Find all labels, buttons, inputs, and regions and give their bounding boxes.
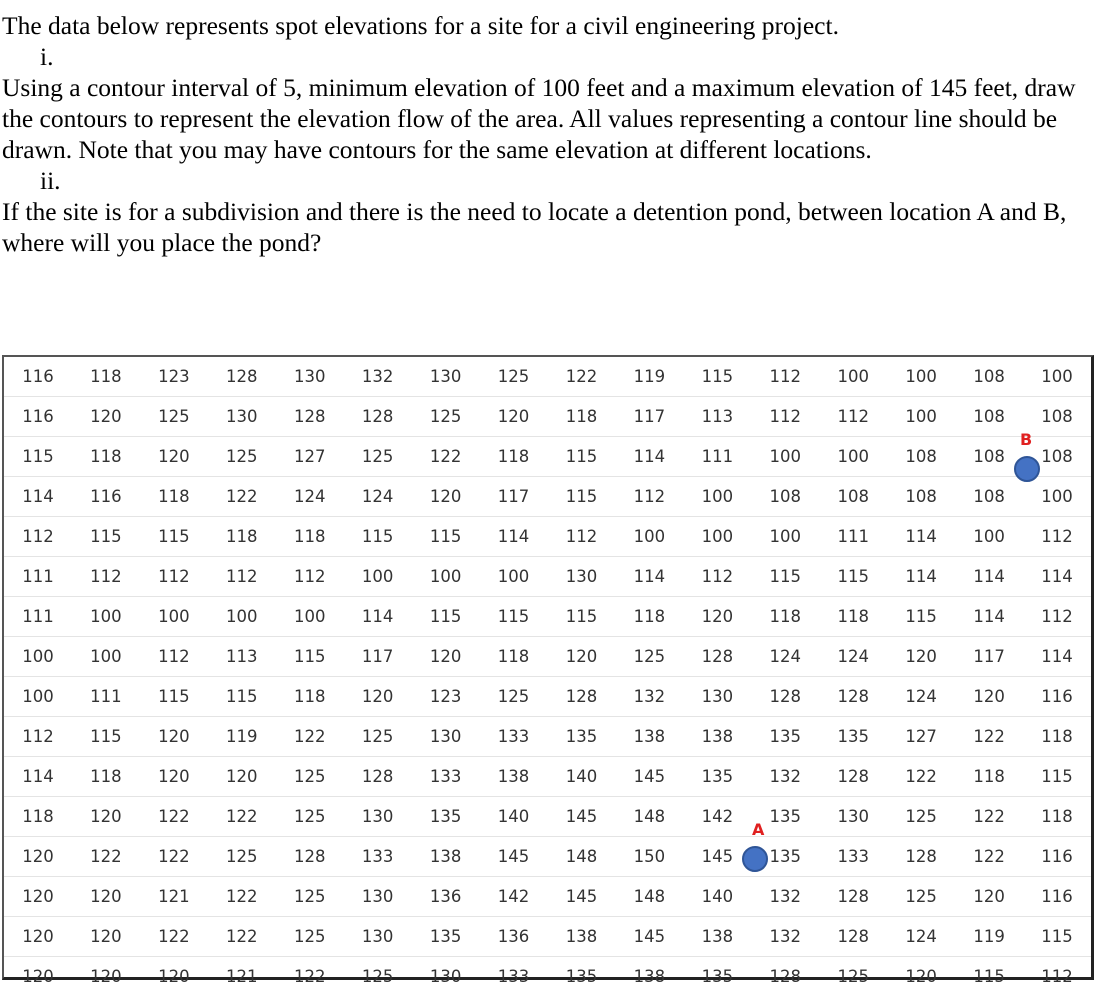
elevation-cell: 108 bbox=[1023, 437, 1091, 477]
elevation-cell: 118 bbox=[480, 637, 548, 677]
elevation-cell: 135 bbox=[412, 797, 480, 837]
elevation-cell: 135 bbox=[412, 917, 480, 957]
elevation-cell: 120 bbox=[955, 877, 1023, 917]
elevation-cell: 100 bbox=[344, 557, 412, 597]
elevation-cell: 145 bbox=[548, 877, 616, 917]
elevation-cell: 127 bbox=[887, 717, 955, 757]
elevation-cell: 112 bbox=[548, 517, 616, 557]
elevation-cell: 125 bbox=[887, 797, 955, 837]
elevation-cell: 133 bbox=[480, 717, 548, 757]
elevation-cell: 118 bbox=[480, 437, 548, 477]
elevation-cell: 116 bbox=[4, 397, 72, 437]
grid-row bbox=[4, 357, 1091, 397]
question-text bbox=[2, 10, 1092, 258]
elevation-cell: 135 bbox=[819, 717, 887, 757]
elevation-cell: 124 bbox=[887, 677, 955, 717]
elevation-cell: 115 bbox=[548, 477, 616, 517]
elevation-cell: 130 bbox=[412, 357, 480, 397]
elevation-cell: 118 bbox=[4, 797, 72, 837]
elevation-cell: 124 bbox=[887, 917, 955, 957]
elevation-cell: 132 bbox=[751, 877, 819, 917]
elevation-cell: 133 bbox=[497, 967, 530, 986]
grid-row bbox=[4, 477, 1091, 517]
elevation-cell: 130 bbox=[344, 877, 412, 917]
elevation-cell: 125 bbox=[208, 837, 276, 877]
elevation-cell: 122 bbox=[548, 357, 616, 397]
elevation-cell: 108 bbox=[819, 477, 887, 517]
grid-row bbox=[4, 517, 1091, 557]
elevation-cell: 122 bbox=[955, 717, 1023, 757]
elevation-cell: 120 bbox=[72, 877, 140, 917]
elevation-cell: 140 bbox=[548, 757, 616, 797]
elevation-cell: 145 bbox=[615, 917, 683, 957]
elevation-cell: 125 bbox=[480, 357, 548, 397]
elevation-cell: 120 bbox=[4, 837, 72, 877]
part-2-number: ii. bbox=[40, 166, 61, 195]
elevation-cell: 108 bbox=[955, 357, 1023, 397]
elevation-cell: 125 bbox=[361, 967, 394, 986]
elevation-cell: 125 bbox=[344, 717, 412, 757]
elevation-cell: 114 bbox=[955, 597, 1023, 637]
elevation-cell: 112 bbox=[4, 517, 72, 557]
elevation-cell: 127 bbox=[276, 437, 344, 477]
elevation-cell: 122 bbox=[208, 917, 276, 957]
elevation-cell: 118 bbox=[1023, 797, 1091, 837]
elevation-cell: 100 bbox=[1023, 477, 1091, 517]
elevation-cell: 115 bbox=[887, 597, 955, 637]
elevation-cell: 130 bbox=[412, 717, 480, 757]
elevation-cell: 124 bbox=[276, 477, 344, 517]
elevation-cell: 133 bbox=[344, 837, 412, 877]
elevation-cell: 128 bbox=[819, 877, 887, 917]
elevation-cell: 140 bbox=[480, 797, 548, 837]
elevation-cell: 120 bbox=[412, 477, 480, 517]
elevation-cell: 114 bbox=[887, 557, 955, 597]
elevation-cell: 125 bbox=[615, 637, 683, 677]
elevation-cell: 133 bbox=[412, 757, 480, 797]
elevation-cell: 115 bbox=[140, 677, 208, 717]
elevation-cell: 118 bbox=[72, 757, 140, 797]
elevation-cell: 123 bbox=[412, 677, 480, 717]
elevation-cell: 142 bbox=[480, 877, 548, 917]
elevation-cell: 120 bbox=[548, 637, 616, 677]
grid-row bbox=[4, 877, 1091, 917]
elevation-cell: 125 bbox=[276, 757, 344, 797]
elevation-cell: 108 bbox=[887, 437, 955, 477]
elevation-cell: 118 bbox=[72, 357, 140, 397]
elevation-cell: 125 bbox=[887, 877, 955, 917]
elevation-cell: 120 bbox=[90, 967, 122, 986]
elevation-cell: 112 bbox=[683, 557, 751, 597]
elevation-cell: 100 bbox=[887, 357, 955, 397]
elevation-cell: 115 bbox=[751, 557, 819, 597]
elevation-cell: 115 bbox=[819, 557, 887, 597]
grid-row bbox=[4, 557, 1091, 597]
grid-row bbox=[4, 917, 1091, 957]
elevation-cell: 115 bbox=[1023, 757, 1091, 797]
elevation-cell: 118 bbox=[615, 597, 683, 637]
grid-row bbox=[4, 837, 1091, 877]
grid-row bbox=[4, 757, 1091, 797]
elevation-cell: 121 bbox=[226, 967, 258, 986]
elevation-cell: 114 bbox=[4, 757, 72, 797]
elevation-cell: 136 bbox=[480, 917, 548, 957]
elevation-cell: 122 bbox=[887, 757, 955, 797]
elevation-cell: 122 bbox=[140, 917, 208, 957]
location-b-label: B bbox=[1020, 430, 1033, 449]
elevation-cell: 118 bbox=[819, 597, 887, 637]
elevation-cell: 120 bbox=[480, 397, 548, 437]
elevation-cell: 112 bbox=[4, 717, 72, 757]
elevation-cell: 118 bbox=[276, 517, 344, 557]
elevation-cell: 133 bbox=[819, 837, 887, 877]
elevation-cell: 145 bbox=[683, 837, 751, 877]
elevation-cell: 135 bbox=[565, 967, 598, 986]
elevation-cell: 100 bbox=[480, 557, 548, 597]
elevation-cell: 135 bbox=[751, 797, 819, 837]
elevation-cell: 115 bbox=[140, 517, 208, 557]
elevation-cell: 140 bbox=[683, 877, 751, 917]
elevation-cell: 148 bbox=[548, 837, 616, 877]
elevation-cell: 145 bbox=[615, 757, 683, 797]
elevation-cell: 122 bbox=[72, 837, 140, 877]
elevation-cell: 128 bbox=[683, 637, 751, 677]
elevation-cell: 114 bbox=[4, 477, 72, 517]
elevation-cell: 117 bbox=[615, 397, 683, 437]
elevation-cell: 120 bbox=[72, 397, 140, 437]
elevation-cell: 128 bbox=[887, 837, 955, 877]
elevation-cell: 119 bbox=[208, 717, 276, 757]
elevation-cell: 115 bbox=[480, 597, 548, 637]
elevation-cell: 122 bbox=[140, 797, 208, 837]
elevation-cell: 118 bbox=[72, 437, 140, 477]
elevation-cell: 100 bbox=[72, 597, 140, 637]
elevation-cell: 125 bbox=[140, 397, 208, 437]
elevation-cell: 118 bbox=[1023, 717, 1091, 757]
elevation-cell: 115 bbox=[412, 517, 480, 557]
elevation-cell: 118 bbox=[140, 477, 208, 517]
intro-text: The data below represents spot elevations for a site for a civil engineering project. bbox=[2, 11, 839, 40]
elevation-cell: 125 bbox=[276, 877, 344, 917]
elevation-cell: 100 bbox=[412, 557, 480, 597]
elevation-cell: 112 bbox=[1041, 967, 1073, 986]
elevation-cell: 138 bbox=[548, 917, 616, 957]
elevation-cell: 115 bbox=[208, 677, 276, 717]
elevation-cell: 128 bbox=[276, 837, 344, 877]
elevation-grid bbox=[2, 355, 1094, 986]
elevation-cell: 122 bbox=[208, 877, 276, 917]
elevation-cell: 118 bbox=[548, 397, 616, 437]
grid-row bbox=[4, 677, 1091, 717]
elevation-cell: 113 bbox=[208, 637, 276, 677]
elevation-cell: 114 bbox=[615, 437, 683, 477]
elevation-cell: 123 bbox=[140, 357, 208, 397]
elevation-cell: 138 bbox=[683, 717, 751, 757]
elevation-cell: 124 bbox=[344, 477, 412, 517]
elevation-cell: 108 bbox=[1023, 397, 1091, 437]
elevation-cell: 125 bbox=[344, 437, 412, 477]
elevation-cell: 112 bbox=[751, 397, 819, 437]
elevation-cell: 114 bbox=[887, 517, 955, 557]
elevation-cell: 112 bbox=[1023, 597, 1091, 637]
elevation-cell: 122 bbox=[208, 477, 276, 517]
elevation-cell: 136 bbox=[412, 877, 480, 917]
elevation-cell: 100 bbox=[4, 637, 72, 677]
elevation-cell: 128 bbox=[751, 677, 819, 717]
elevation-cell: 114 bbox=[1023, 637, 1091, 677]
elevation-cell: 130 bbox=[819, 797, 887, 837]
location-a-label: A bbox=[752, 820, 765, 839]
elevation-cell: 118 bbox=[751, 597, 819, 637]
elevation-cell: 128 bbox=[548, 677, 616, 717]
elevation-cell: 120 bbox=[22, 967, 54, 986]
elevation-cell: 122 bbox=[412, 437, 480, 477]
elevation-cell: 111 bbox=[683, 437, 751, 477]
elevation-cell: 115 bbox=[72, 517, 140, 557]
elevation-cell: 124 bbox=[819, 637, 887, 677]
elevation-cell: 108 bbox=[751, 477, 819, 517]
elevation-cell: 122 bbox=[140, 837, 208, 877]
elevation-cell: 125 bbox=[276, 797, 344, 837]
elevation-cell: 132 bbox=[615, 677, 683, 717]
elevation-cell: 114 bbox=[344, 597, 412, 637]
elevation-cell: 100 bbox=[819, 357, 887, 397]
grid-row bbox=[4, 957, 1091, 997]
elevation-cell: 138 bbox=[412, 837, 480, 877]
elevation-cell: 121 bbox=[140, 877, 208, 917]
elevation-cell: 125 bbox=[276, 917, 344, 957]
elevation-cell: 120 bbox=[140, 717, 208, 757]
elevation-cell: 115 bbox=[548, 437, 616, 477]
elevation-cell: 145 bbox=[548, 797, 616, 837]
elevation-cell: 100 bbox=[4, 677, 72, 717]
elevation-cell: 130 bbox=[276, 357, 344, 397]
elevation-cell: 128 bbox=[344, 397, 412, 437]
grid-row bbox=[4, 437, 1091, 477]
elevation-cell: 130 bbox=[683, 677, 751, 717]
elevation-cell: 120 bbox=[72, 797, 140, 837]
elevation-cell: 115 bbox=[72, 717, 140, 757]
elevation-cell: 120 bbox=[4, 877, 72, 917]
elevation-cell: 116 bbox=[1023, 677, 1091, 717]
elevation-cell: 130 bbox=[344, 917, 412, 957]
elevation-cell: 132 bbox=[751, 757, 819, 797]
elevation-cell: 114 bbox=[615, 557, 683, 597]
elevation-cell: 115 bbox=[4, 437, 72, 477]
elevation-cell: 135 bbox=[751, 717, 819, 757]
elevation-cell: 128 bbox=[769, 967, 802, 986]
elevation-cell: 112 bbox=[72, 557, 140, 597]
elevation-cell: 118 bbox=[955, 757, 1023, 797]
elevation-cell: 108 bbox=[955, 437, 1023, 477]
elevation-cell: 138 bbox=[615, 717, 683, 757]
elevation-cell: 113 bbox=[683, 397, 751, 437]
elevation-cell: 120 bbox=[140, 437, 208, 477]
elevation-cell: 115 bbox=[973, 967, 1005, 986]
elevation-cell: 115 bbox=[412, 597, 480, 637]
elevation-cell: 122 bbox=[955, 837, 1023, 877]
elevation-cell: 128 bbox=[344, 757, 412, 797]
elevation-cell: 128 bbox=[819, 757, 887, 797]
elevation-cell: 116 bbox=[1023, 837, 1091, 877]
elevation-cell: 112 bbox=[140, 557, 208, 597]
elevation-cell: 135 bbox=[683, 757, 751, 797]
part-1-number: i. bbox=[40, 42, 54, 71]
elevation-cell: 114 bbox=[480, 517, 548, 557]
grid-row bbox=[4, 397, 1091, 437]
elevation-cell: 100 bbox=[1023, 357, 1091, 397]
elevation-cell: 111 bbox=[819, 517, 887, 557]
elevation-cell: 119 bbox=[615, 357, 683, 397]
elevation-cell: 128 bbox=[208, 357, 276, 397]
elevation-cell: 132 bbox=[344, 357, 412, 397]
part-2-text: If the site is for a subdivision and there is the need to locate a detention pond, between location A and B, where will you place the pond? bbox=[2, 197, 1067, 257]
elevation-cell: 111 bbox=[4, 597, 72, 637]
elevation-cell: 112 bbox=[615, 477, 683, 517]
elevation-cell: 112 bbox=[140, 637, 208, 677]
elevation-cell: 142 bbox=[683, 797, 751, 837]
elevation-cell: 117 bbox=[480, 477, 548, 517]
elevation-cell: 138 bbox=[683, 917, 751, 957]
elevation-cell: 100 bbox=[615, 517, 683, 557]
elevation-cell: 100 bbox=[955, 517, 1023, 557]
elevation-cell: 100 bbox=[276, 597, 344, 637]
elevation-cell: 100 bbox=[208, 597, 276, 637]
elevation-cell: 108 bbox=[955, 397, 1023, 437]
elevation-cell: 120 bbox=[905, 967, 937, 986]
elevation-cell: 124 bbox=[751, 637, 819, 677]
elevation-cell: 138 bbox=[633, 967, 666, 986]
elevation-cell: 130 bbox=[548, 557, 616, 597]
elevation-cell: 100 bbox=[683, 477, 751, 517]
elevation-cell: 130 bbox=[429, 967, 462, 986]
elevation-cell: 116 bbox=[4, 357, 72, 397]
elevation-cell: 148 bbox=[615, 877, 683, 917]
elevation-cell: 100 bbox=[751, 517, 819, 557]
elevation-cell: 120 bbox=[140, 757, 208, 797]
elevation-cell: 125 bbox=[837, 967, 869, 986]
elevation-cell: 100 bbox=[887, 397, 955, 437]
elevation-cell: 122 bbox=[208, 797, 276, 837]
elevation-cell: 115 bbox=[683, 357, 751, 397]
elevation-cell: 138 bbox=[480, 757, 548, 797]
elevation-cell: 114 bbox=[955, 557, 1023, 597]
elevation-cell: 112 bbox=[819, 397, 887, 437]
elevation-cell: 120 bbox=[158, 967, 190, 986]
location-b-marker bbox=[1014, 456, 1040, 482]
elevation-cell: 119 bbox=[955, 917, 1023, 957]
elevation-cell: 120 bbox=[4, 917, 72, 957]
elevation-cell: 108 bbox=[955, 477, 1023, 517]
elevation-cell: 122 bbox=[276, 717, 344, 757]
elevation-cell: 120 bbox=[887, 637, 955, 677]
elevation-cell: 116 bbox=[1023, 877, 1091, 917]
elevation-cell: 120 bbox=[344, 677, 412, 717]
elevation-table bbox=[4, 357, 1091, 996]
grid-row bbox=[4, 717, 1091, 757]
part-1-text: Using a contour interval of 5, minimum elevation of 100 feet and a maximum elevation of 145 feet, draw the contours to represent the elevation flow of the area. All values representing a contour line should be drawn. Note that you may have contours for the same elevation at different locations. bbox=[2, 73, 1076, 164]
elevation-cell: 117 bbox=[344, 637, 412, 677]
elevation-cell: 118 bbox=[276, 677, 344, 717]
elevation-cell: 135 bbox=[548, 717, 616, 757]
elevation-cell: 122 bbox=[293, 967, 326, 986]
elevation-cell: 112 bbox=[208, 557, 276, 597]
elevation-cell: 111 bbox=[72, 677, 140, 717]
elevation-cell: 100 bbox=[819, 437, 887, 477]
location-a-marker bbox=[742, 846, 768, 872]
elevation-cell: 114 bbox=[1023, 557, 1091, 597]
elevation-cell: 118 bbox=[208, 517, 276, 557]
elevation-cell: 120 bbox=[208, 757, 276, 797]
elevation-cell: 145 bbox=[480, 837, 548, 877]
elevation-cell: 128 bbox=[819, 677, 887, 717]
elevation-cell: 115 bbox=[276, 637, 344, 677]
elevation-cell: 122 bbox=[955, 797, 1023, 837]
elevation-cell: 148 bbox=[615, 797, 683, 837]
elevation-cell: 116 bbox=[72, 477, 140, 517]
elevation-cell: 150 bbox=[615, 837, 683, 877]
grid-row bbox=[4, 597, 1091, 637]
elevation-cell: 128 bbox=[276, 397, 344, 437]
elevation-cell: 120 bbox=[683, 597, 751, 637]
elevation-cell: 117 bbox=[955, 637, 1023, 677]
elevation-cell: 100 bbox=[72, 637, 140, 677]
elevation-cell: 125 bbox=[412, 397, 480, 437]
elevation-cell: 112 bbox=[276, 557, 344, 597]
elevation-cell: 115 bbox=[1023, 917, 1091, 957]
elevation-cell: 135 bbox=[701, 967, 734, 986]
elevation-cell: 135 bbox=[751, 837, 819, 877]
elevation-cell: 100 bbox=[751, 437, 819, 477]
elevation-cell: 100 bbox=[683, 517, 751, 557]
grid-row bbox=[4, 797, 1091, 837]
elevation-cell: 108 bbox=[887, 477, 955, 517]
elevation-cell: 115 bbox=[548, 597, 616, 637]
elevation-cell: 111 bbox=[4, 557, 72, 597]
elevation-cell: 112 bbox=[751, 357, 819, 397]
elevation-cell: 120 bbox=[72, 917, 140, 957]
elevation-cell: 120 bbox=[955, 677, 1023, 717]
elevation-cell: 125 bbox=[208, 437, 276, 477]
elevation-cell: 125 bbox=[480, 677, 548, 717]
elevation-cell: 130 bbox=[208, 397, 276, 437]
grid-row bbox=[4, 637, 1091, 677]
elevation-cell: 120 bbox=[412, 637, 480, 677]
elevation-cell: 100 bbox=[140, 597, 208, 637]
elevation-cell: 128 bbox=[819, 917, 887, 957]
elevation-cell: 115 bbox=[344, 517, 412, 557]
elevation-cell: 112 bbox=[1023, 517, 1091, 557]
elevation-cell: 132 bbox=[751, 917, 819, 957]
elevation-cell: 130 bbox=[344, 797, 412, 837]
